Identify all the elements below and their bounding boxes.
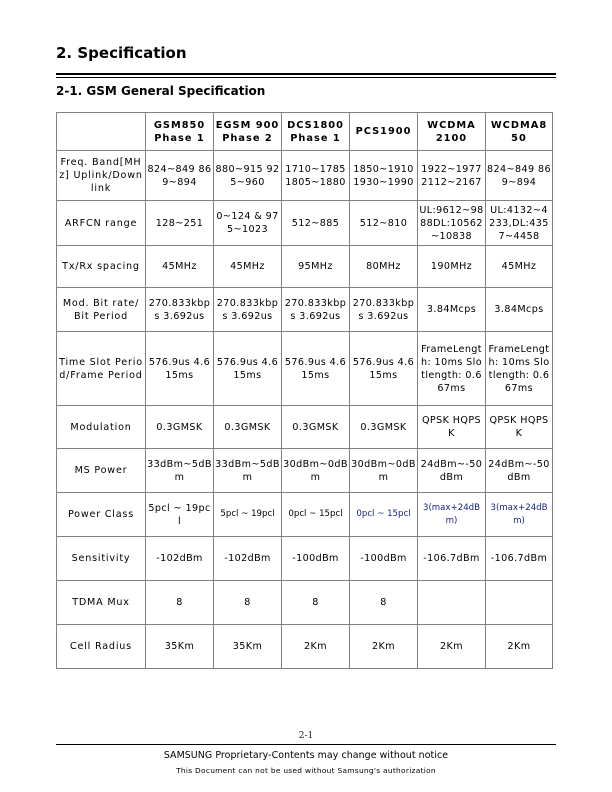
table-cell: 0.3GMSK bbox=[282, 406, 350, 449]
table-cell: 80MHz bbox=[350, 246, 418, 288]
table-row bbox=[57, 406, 553, 449]
table-row bbox=[57, 332, 553, 406]
table-cell: 190MHz bbox=[418, 246, 486, 288]
table-cell: 0pcl ~ 15pcl bbox=[282, 493, 350, 537]
header-wcdma850: WCDMA850 bbox=[486, 113, 553, 151]
table-cell: 2Km bbox=[486, 625, 553, 669]
header-wcdma2100: WCDMA 2100 bbox=[418, 113, 486, 151]
table-cell: FrameLength: 10ms Slotlength: 0.667ms bbox=[486, 332, 553, 406]
table-cell: QPSK HQPSK bbox=[486, 406, 553, 449]
table-cell: -100dBm bbox=[350, 537, 418, 581]
table-cell: 45MHz bbox=[214, 246, 282, 288]
page-number: 2-1 bbox=[298, 731, 314, 741]
row-label-mod-bit-rate: Mod. Bit rate/ Bit Period bbox=[57, 288, 146, 332]
row-label-arfcn-range: ARFCN range bbox=[57, 201, 146, 246]
gsm-spec-table bbox=[56, 112, 553, 669]
table-cell: 30dBm~0dBm bbox=[282, 449, 350, 493]
table-cell: 0pcl ~ 15pcl bbox=[350, 493, 418, 537]
table-cell: 270.833kbps 3.692us bbox=[350, 288, 418, 332]
table-cell: 2Km bbox=[350, 625, 418, 669]
table-cell: 0.3GMSK bbox=[214, 406, 282, 449]
table-cell bbox=[418, 581, 486, 625]
row-label-freq-band: Freq. Band[MHz] Uplink/Downlink bbox=[57, 151, 146, 201]
title-rule-thin bbox=[56, 77, 556, 78]
row-label-tx-rx-spacing: Tx/Rx spacing bbox=[57, 246, 146, 288]
subsection-title: 2-1. GSM General Specification bbox=[56, 84, 266, 98]
header-corner bbox=[57, 113, 146, 151]
table-cell: 270.833kbps 3.692us bbox=[146, 288, 214, 332]
table-row bbox=[57, 151, 553, 201]
table-row bbox=[57, 625, 553, 669]
table-row bbox=[57, 201, 553, 246]
table-cell: 35Km bbox=[146, 625, 214, 669]
table-cell: UL:9612~9888DL:10562~10838 bbox=[418, 201, 486, 246]
table-cell: 33dBm~5dBm bbox=[214, 449, 282, 493]
table-cell: 95MHz bbox=[282, 246, 350, 288]
table-cell bbox=[486, 581, 553, 625]
table-cell: 8 bbox=[350, 581, 418, 625]
table-cell: 0.3GMSK bbox=[146, 406, 214, 449]
table-cell: 1922~1977 2112~2167 bbox=[418, 151, 486, 201]
header-egsm900: EGSM 900 Phase 2 bbox=[214, 113, 282, 151]
table-cell: 45MHz bbox=[146, 246, 214, 288]
header-gsm850: GSM850 Phase 1 bbox=[146, 113, 214, 151]
table-cell: -106.7dBm bbox=[418, 537, 486, 581]
table-cell: 2Km bbox=[418, 625, 486, 669]
table-row bbox=[57, 246, 553, 288]
table-cell: 3.84Mcps bbox=[486, 288, 553, 332]
table-cell: 3(max+24dBm) bbox=[486, 493, 553, 537]
table-row bbox=[57, 288, 553, 332]
table-cell: 8 bbox=[282, 581, 350, 625]
table-cell: 30dBm~0dBm bbox=[350, 449, 418, 493]
table-cell: 0~124 & 975~1023 bbox=[214, 201, 282, 246]
table-cell: 512~885 bbox=[282, 201, 350, 246]
table-cell: 45MHz bbox=[486, 246, 553, 288]
table-cell: 824~849 869~894 bbox=[146, 151, 214, 201]
table-cell: 824~849 869~894 bbox=[486, 151, 553, 201]
row-label-tdma-mux: TDMA Mux bbox=[57, 581, 146, 625]
table-cell: 8 bbox=[146, 581, 214, 625]
table-cell: 3.84Mcps bbox=[418, 288, 486, 332]
table-cell: 270.833kbps 3.692us bbox=[214, 288, 282, 332]
table-cell: 2Km bbox=[282, 625, 350, 669]
row-label-ms-power: MS Power bbox=[57, 449, 146, 493]
row-label-power-class: Power Class bbox=[57, 493, 146, 537]
title-rule-thick bbox=[56, 73, 556, 75]
table-cell: FrameLength: 10ms Slotlength: 0.667ms bbox=[418, 332, 486, 406]
table-row bbox=[57, 493, 553, 537]
table-cell: 8 bbox=[214, 581, 282, 625]
table-row bbox=[57, 537, 553, 581]
table-cell: 24dBm~-50dBm bbox=[418, 449, 486, 493]
footer-notice: SAMSUNG Proprietary-Contents may change without notice bbox=[163, 750, 449, 761]
table-cell: -102dBm bbox=[214, 537, 282, 581]
header-pcs1900: PCS1900 bbox=[350, 113, 418, 151]
row-label-cell-radius: Cell Radius bbox=[57, 625, 146, 669]
row-label-sensitivity: Sensitivity bbox=[57, 537, 146, 581]
table-header-row bbox=[57, 113, 553, 151]
table-cell: 1710~1785 1805~1880 bbox=[282, 151, 350, 201]
table-cell: -102dBm bbox=[146, 537, 214, 581]
table-cell: 3(max+24dBm) bbox=[418, 493, 486, 537]
table-cell: 1850~1910 1930~1990 bbox=[350, 151, 418, 201]
table-cell: 270.833kbps 3.692us bbox=[282, 288, 350, 332]
table-row bbox=[57, 581, 553, 625]
table-cell: UL:4132~4233,DL:4357~4458 bbox=[486, 201, 553, 246]
table-cell: -106.7dBm bbox=[486, 537, 553, 581]
table-cell: 35Km bbox=[214, 625, 282, 669]
table-cell: -100dBm bbox=[282, 537, 350, 581]
table-cell: 5pcl ~ 19pcl bbox=[214, 493, 282, 537]
table-cell: 576.9us 4.615ms bbox=[350, 332, 418, 406]
table-cell: 576.9us 4.615ms bbox=[146, 332, 214, 406]
table-cell: 5pcl ~ 19pcl bbox=[146, 493, 214, 537]
header-dcs1800: DCS1800 Phase 1 bbox=[282, 113, 350, 151]
table-cell: 0.3GMSK bbox=[350, 406, 418, 449]
section-title: 2. Specification bbox=[56, 44, 187, 62]
footer-authorization: This Document can not be used without Samsung's authorization bbox=[176, 766, 436, 775]
footer-rule bbox=[56, 744, 556, 745]
row-label-modulation: Modulation bbox=[57, 406, 146, 449]
table-cell: 880~915 925~960 bbox=[214, 151, 282, 201]
table-cell: 576.9us 4.615ms bbox=[214, 332, 282, 406]
table-cell: 512~810 bbox=[350, 201, 418, 246]
table-row bbox=[57, 449, 553, 493]
table-cell: 24dBm~-50dBm bbox=[486, 449, 553, 493]
table-cell: 576.9us 4.615ms bbox=[282, 332, 350, 406]
table-cell: 128~251 bbox=[146, 201, 214, 246]
row-label-time-slot: Time Slot Period/Frame Period bbox=[57, 332, 146, 406]
table-cell: QPSK HQPSK bbox=[418, 406, 486, 449]
table-cell: 33dBm~5dBm bbox=[146, 449, 214, 493]
